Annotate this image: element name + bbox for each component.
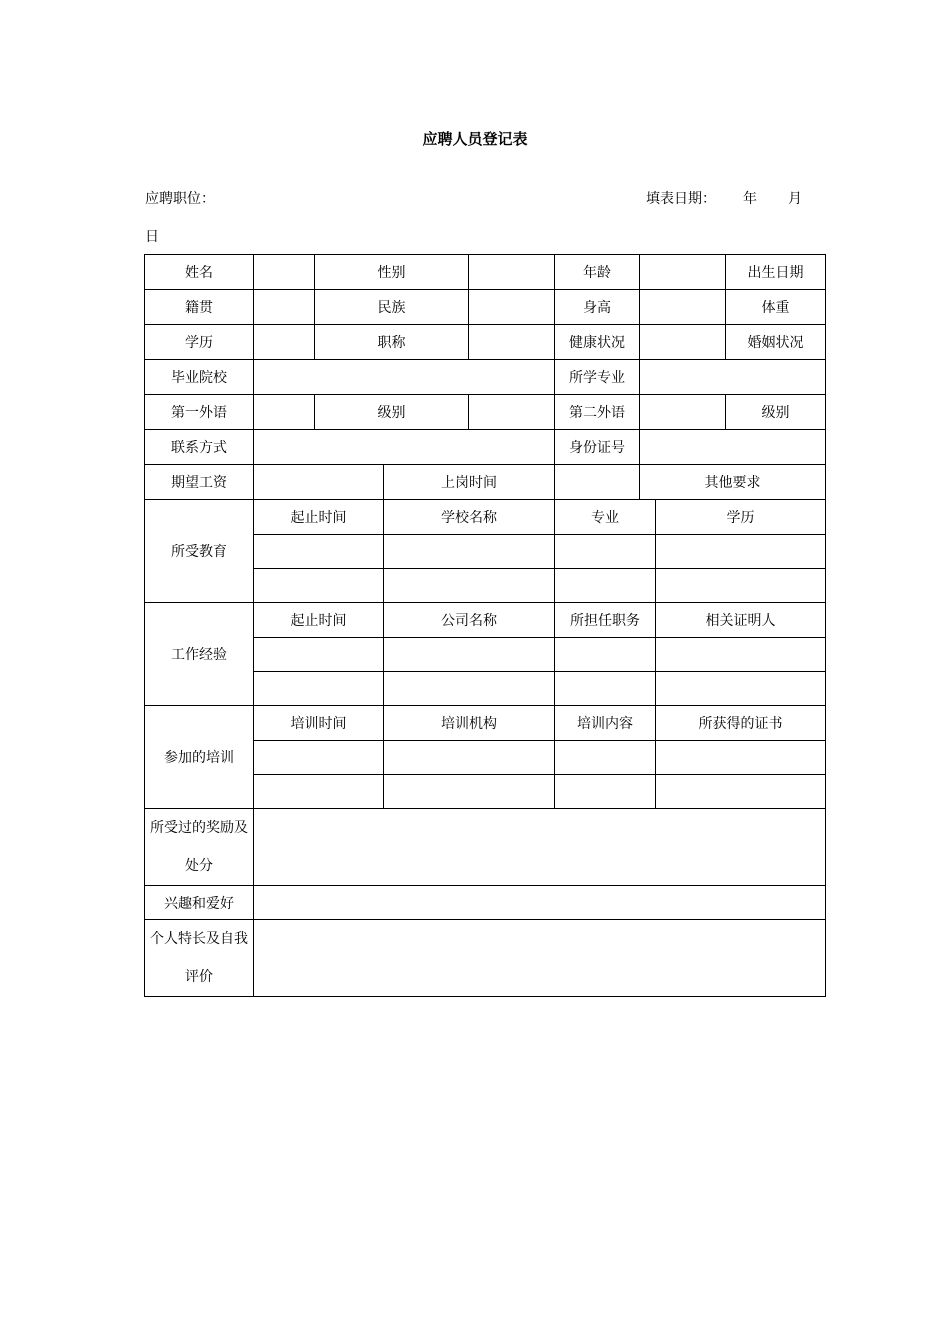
- id-number-input-cell[interactable]: [640, 430, 826, 465]
- work-section-label: 工作经验: [145, 603, 254, 706]
- work-input-cell[interactable]: [656, 672, 826, 706]
- column-header: 培训内容: [555, 706, 656, 741]
- table-row: [145, 395, 826, 430]
- training-input-cell[interactable]: [555, 775, 656, 809]
- major-input-cell[interactable]: [640, 360, 826, 395]
- column-header: 所担任职务: [555, 603, 656, 638]
- work-input-cell[interactable]: [555, 638, 656, 672]
- cell-label: 身高: [555, 290, 640, 325]
- training-input-cell[interactable]: [384, 775, 555, 809]
- table-row: [145, 809, 826, 886]
- column-header: 公司名称: [384, 603, 555, 638]
- education-input-cell[interactable]: [555, 569, 656, 603]
- cell-label: 期望工资: [145, 465, 254, 500]
- table-row: [145, 325, 826, 360]
- registration-table: [144, 254, 826, 997]
- table-row: [145, 465, 826, 500]
- work-input-cell[interactable]: [254, 672, 384, 706]
- training-input-cell[interactable]: [254, 741, 384, 775]
- date-label: 填表日期：: [646, 191, 716, 207]
- ethnicity-input-cell[interactable]: [469, 290, 555, 325]
- day-label: 日: [145, 229, 159, 245]
- cell-label: 级别: [315, 395, 469, 430]
- education-input-cell[interactable]: [656, 535, 826, 569]
- salary-input-cell[interactable]: [254, 465, 384, 500]
- cell-label: 联系方式: [145, 430, 254, 465]
- first-language-level-input-cell[interactable]: [469, 395, 555, 430]
- cell-label: 级别: [726, 395, 826, 430]
- name-input-cell[interactable]: [254, 255, 315, 290]
- cell-label: 身份证号: [555, 430, 640, 465]
- cell-label: 姓名: [145, 255, 254, 290]
- training-input-cell[interactable]: [555, 741, 656, 775]
- work-input-cell[interactable]: [384, 672, 555, 706]
- cell-label: 年龄: [555, 255, 640, 290]
- table-row: [145, 255, 826, 290]
- column-header: 起止时间: [254, 500, 384, 535]
- cell-label: 上岗时间: [384, 465, 555, 500]
- cell-label: 所学专业: [555, 360, 640, 395]
- column-header: 起止时间: [254, 603, 384, 638]
- self-eval-input-cell[interactable]: [254, 920, 826, 997]
- education-section-label: 所受教育: [145, 500, 254, 603]
- hobbies-input-cell[interactable]: [254, 886, 826, 920]
- awards-input-cell[interactable]: [254, 809, 826, 886]
- page-title: 应聘人员登记表: [422, 130, 528, 148]
- education-input-cell[interactable]: [254, 535, 384, 569]
- age-input-cell[interactable]: [640, 255, 726, 290]
- work-input-cell[interactable]: [656, 638, 826, 672]
- education-input-cell[interactable]: [656, 569, 826, 603]
- second-language-input-cell[interactable]: [640, 395, 726, 430]
- table-row: [145, 603, 826, 638]
- height-input-cell[interactable]: [640, 290, 726, 325]
- cell-label: 体重: [726, 290, 826, 325]
- education-input-cell[interactable]: [555, 535, 656, 569]
- column-header: 培训机构: [384, 706, 555, 741]
- month-label: 月: [788, 191, 802, 207]
- column-header: 相关证明人: [656, 603, 826, 638]
- table-row: [145, 500, 826, 535]
- table-row: [145, 430, 826, 465]
- table-row: [145, 920, 826, 997]
- contact-input-cell[interactable]: [254, 430, 555, 465]
- cell-label: 婚姻状况: [726, 325, 826, 360]
- year-label: 年: [743, 191, 757, 207]
- cell-label: 其他要求: [640, 465, 826, 500]
- cell-label: 第二外语: [555, 395, 640, 430]
- start-date-input-cell[interactable]: [555, 465, 640, 500]
- training-input-cell[interactable]: [656, 741, 826, 775]
- cell-label: 学历: [145, 325, 254, 360]
- table-row: [145, 706, 826, 741]
- work-input-cell[interactable]: [384, 638, 555, 672]
- column-header: 学校名称: [384, 500, 555, 535]
- cell-label: 职称: [315, 325, 469, 360]
- column-header: 所获得的证书: [656, 706, 826, 741]
- self-eval-label: 个人特长及自我评价: [145, 920, 254, 997]
- health-input-cell[interactable]: [640, 325, 726, 360]
- education-input-cell[interactable]: [384, 569, 555, 603]
- school-input-cell[interactable]: [254, 360, 555, 395]
- column-header: 专业: [555, 500, 656, 535]
- training-input-cell[interactable]: [656, 775, 826, 809]
- training-input-cell[interactable]: [384, 741, 555, 775]
- cell-label: 健康状况: [555, 325, 640, 360]
- column-header: 学历: [656, 500, 826, 535]
- position-label: 应聘职位：: [145, 191, 215, 207]
- first-language-input-cell[interactable]: [254, 395, 315, 430]
- hobbies-label: 兴趣和爱好: [145, 886, 254, 920]
- cell-label: 籍贯: [145, 290, 254, 325]
- training-input-cell[interactable]: [254, 775, 384, 809]
- awards-label: 所受过的奖励及处分: [145, 809, 254, 886]
- hometown-input-cell[interactable]: [254, 290, 315, 325]
- table-row: [145, 886, 826, 920]
- cell-label: 性别: [315, 255, 469, 290]
- date-field: [646, 188, 802, 208]
- education-input-cell[interactable]: [254, 569, 384, 603]
- education-input-cell[interactable]: [384, 535, 555, 569]
- cell-label: 出生日期: [726, 255, 826, 290]
- training-section-label: 参加的培训: [145, 706, 254, 809]
- column-header: 培训时间: [254, 706, 384, 741]
- table-row: [145, 290, 826, 325]
- cell-label: 民族: [315, 290, 469, 325]
- gender-input-cell[interactable]: [469, 255, 555, 290]
- title-input-cell[interactable]: [469, 325, 555, 360]
- work-input-cell[interactable]: [555, 672, 656, 706]
- work-input-cell[interactable]: [254, 638, 384, 672]
- cell-label: 毕业院校: [145, 360, 254, 395]
- education-level-input-cell[interactable]: [254, 325, 315, 360]
- cell-label: 第一外语: [145, 395, 254, 430]
- table-row: [145, 360, 826, 395]
